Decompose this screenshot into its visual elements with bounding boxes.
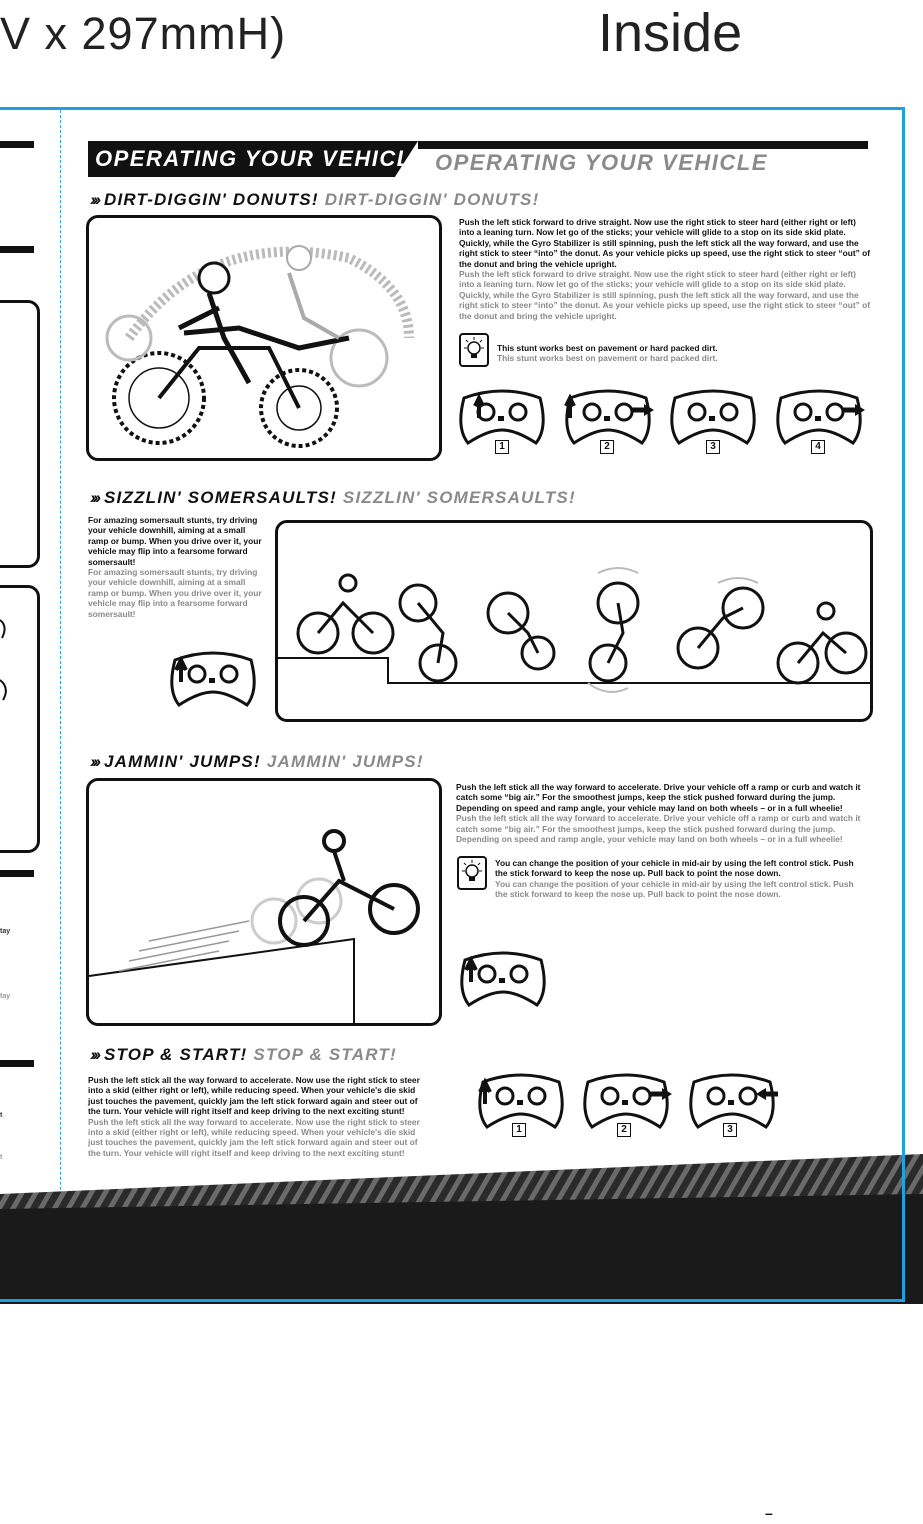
controller-step-4	[773, 388, 865, 446]
left-panel-bar	[0, 1060, 34, 1067]
jumps-illustration-frame	[86, 778, 442, 1026]
somersaults-instructions: For amazing somersault stunts, try driving your vehicle downhill, aiming at a small ramp or bump. When you drive over it, your vehicle may flip into a fearsome forward somersault! For amazing somersault stunts, try driving your vehicle downhill, aiming at a small ramp or bump. When you drive over it, your vehicle may flip into a fearsome forward somersault!	[88, 515, 262, 619]
somersaults-illustration-frame	[275, 520, 873, 722]
controller-step-1	[456, 388, 548, 446]
left-panel-frame	[0, 300, 40, 568]
controller-stop-step-1	[475, 1072, 567, 1130]
section-title-somersaults: ››› SIZZLIN' SOMERSAULTS! SIZZLIN' SOMERSAULTS!	[90, 488, 576, 507]
controller-step-3	[667, 388, 759, 446]
trim-line-bottom-overlay	[0, 1299, 905, 1302]
step-number: 4	[811, 440, 825, 454]
section-title-jumps: ››› JAMMIN' JUMPS! JAMMIN' JUMPS!	[90, 752, 424, 771]
step-number: 2	[600, 440, 614, 454]
step-number: 2	[617, 1123, 631, 1137]
fold-line	[60, 110, 61, 1300]
step-number: 1	[495, 440, 509, 454]
section-title-stop-start: ››› STOP & START! STOP & START!	[90, 1045, 397, 1064]
left-panel-note: t	[0, 1112, 3, 1119]
jumps-instructions: Push the left stick all the way forward to accelerate. Drive your vehicle off a ramp or curb and watch it catch some “big air.” For the smoothest jumps, keep the stick pushed forward during the jump. Depending on speed and ramp angle, your vehicle may land on both wheels – or in a full wheelie! Push the left stick all the way forward to accelerate. Drive your vehicle off a ramp or curb and watch it catch some “big air.” For the smoothest jumps, keep the stick pushed forward during the jump. Depending on speed and ramp angle, your vehicle may land on both wheels – or in a full wheelie!	[456, 782, 861, 845]
controller-stop-step-3	[686, 1072, 778, 1130]
page-mark: –	[765, 1505, 773, 1521]
controller-stop-step-2	[580, 1072, 672, 1130]
controller-step-2	[562, 388, 654, 446]
header-rule	[418, 141, 868, 149]
chevron-icon: ›››	[90, 190, 98, 209]
controller-jump	[457, 950, 549, 1008]
footer-stripe-band	[0, 1154, 923, 1304]
jumps-tip: You can change the position of your cehicle in mid-air by using the left control stick. Push the stick forward to keep the nose up. Pull back to point the nose down. You can change the position of your cehicle in mid-air by using the left control stick. Push the stick forward to keep the nose up. Pull back to point the nose down.	[457, 856, 867, 900]
left-panel-illustration	[0, 610, 10, 710]
step-number: 1	[512, 1123, 526, 1137]
somersault-sequence-illustration	[278, 523, 870, 719]
trim-line-right	[902, 107, 905, 1302]
left-panel-note: tay	[0, 993, 11, 1000]
stop-start-instructions: Push the left stick all the way forward to accelerate. Now use the right stick to steer into a skid (either right or left), while reducing speed. When your vehicle's die skid just touches the pavement, quickly jam the left stick forward again and steer out of the turn. Your vehicle will right itself and keep driving to the next exciting stunt! Push the left stick all the way forward to accelerate. Now use the right stick to steer into a skid (either right or left), while reducing speed. When your vehicle's die skid just touches the pavement, quickly jam the left stick forward again and steer out of the turn. Your vehicle will right itself and keep driving to the next exciting stunt!	[88, 1075, 420, 1158]
step-number: 3	[723, 1123, 737, 1137]
lightbulb-icon	[459, 333, 489, 367]
left-panel-bar	[0, 141, 34, 148]
left-panel-bar	[0, 870, 34, 877]
page-side-label: Inside	[598, 3, 743, 63]
lightbulb-icon	[457, 856, 487, 890]
header-title: OPERATING YOUR VEHICLE	[95, 146, 428, 171]
left-panel-bar	[0, 246, 34, 253]
page-dimension-label: V x 297mmH)	[0, 8, 287, 59]
section-title-donuts: ››› DIRT-DIGGIN' DONUTS! DIRT-DIGGIN' DONUTS!	[90, 190, 540, 209]
chevron-icon: ›››	[90, 1045, 98, 1064]
donuts-instructions: Push the left stick forward to drive straight. Now use the right stick to steer hard (either right or left) into a leaning turn. Now let go of the sticks; your vehicle will glide to a stop on its side skid plate. Quickly, while the Gyro Stabilizer is still spinning, push the left stick all the way forward, and use the right stick to steer “into” the donut. As your vehicle picks up speed, use the right stick to steer “out” of the donut and bring the vehicle upright. Push the left stick forward to drive straight. Now use the right stick to steer hard (either right or left) into a leaning turn. Now let go of the sticks; your vehicle will glide to a stop on its side skid plate. Quickly, while the Gyro Stabilizer is still spinning, push the left stick all the way forward, and use the right stick to steer “into” the donut. As your vehicle picks up speed, use the right stick to steer “out” of the donut and bring the vehicle upright.	[459, 217, 871, 321]
donuts-tip: This stunt works best on pavement or hard packed dirt. This stunt works best on pavement or hard packed dirt.	[459, 333, 869, 367]
step-number: 3	[706, 440, 720, 454]
controller-somersault	[167, 650, 259, 708]
trim-line-right-overlay	[902, 1154, 905, 1302]
left-panel-note: t	[0, 1154, 3, 1161]
chevron-icon: ›››	[90, 488, 98, 507]
left-panel-note: tay	[0, 928, 11, 935]
donuts-illustration-frame	[86, 215, 442, 461]
jumping-dirt-bike-illustration	[89, 781, 439, 1023]
dirt-bike-donut-illustration	[89, 218, 439, 458]
chevron-icon: ›››	[90, 752, 98, 771]
header-title-secondary: OPERATING YOUR VEHICLE	[435, 150, 768, 175]
trim-line-top	[0, 107, 905, 110]
